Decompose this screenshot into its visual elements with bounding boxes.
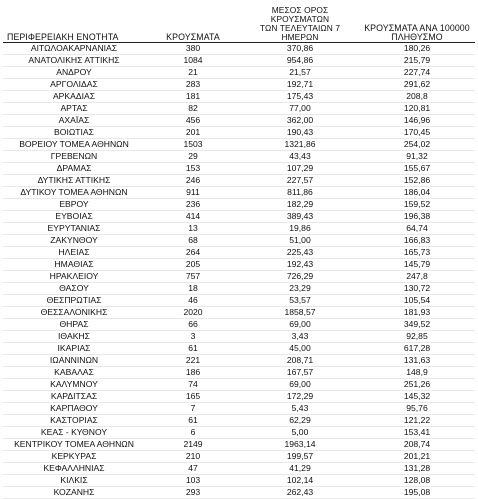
cell-per100k: 195,08 bbox=[359, 487, 475, 499]
cell-unit-name: ΘΕΣΠΡΩΤΙΑΣ bbox=[3, 295, 145, 307]
cases-table bbox=[3, 6, 475, 499]
cell-cases: 74 bbox=[145, 379, 241, 391]
table-row bbox=[3, 223, 475, 235]
cell-cases: 103 bbox=[145, 475, 241, 487]
cell-unit-name: ΑΡΚΑΔΙΑΣ bbox=[3, 91, 145, 103]
cell-unit-name: ΚΑΡΠΑΘΟΥ bbox=[3, 403, 145, 415]
cell-cases: 201 bbox=[145, 127, 241, 139]
table-row bbox=[3, 379, 475, 391]
cell-unit-name: ΚΕΦΑΛΛΗΝΙΑΣ bbox=[3, 463, 145, 475]
cell-avg: 362,00 bbox=[241, 115, 359, 127]
cell-unit-name: ΔΡΑΜΑΣ bbox=[3, 163, 145, 175]
cell-avg: 3,43 bbox=[241, 331, 359, 343]
cell-cases: 153 bbox=[145, 163, 241, 175]
cell-unit-name: ΘΗΡΑΣ bbox=[3, 319, 145, 331]
cell-per100k: 131,63 bbox=[359, 355, 475, 367]
cell-per100k: 208,74 bbox=[359, 439, 475, 451]
cell-unit-name: ΚΑΡΔΙΤΣΑΣ bbox=[3, 391, 145, 403]
cell-unit-name: ΚΙΛΚΙΣ bbox=[3, 475, 145, 487]
cell-avg: 69,00 bbox=[241, 319, 359, 331]
cell-avg: 175,43 bbox=[241, 91, 359, 103]
cell-per100k: 254,02 bbox=[359, 139, 475, 151]
table-row bbox=[3, 463, 475, 475]
cell-cases: 68 bbox=[145, 235, 241, 247]
table-row bbox=[3, 439, 475, 451]
cell-avg: 21,57 bbox=[241, 67, 359, 79]
cell-cases: 264 bbox=[145, 247, 241, 259]
cell-avg: 41,29 bbox=[241, 463, 359, 475]
cell-avg: 370,86 bbox=[241, 43, 359, 55]
cell-per100k: 349,52 bbox=[359, 319, 475, 331]
cell-per100k: 166,83 bbox=[359, 235, 475, 247]
cell-cases: 456 bbox=[145, 115, 241, 127]
cell-per100k: 170,45 bbox=[359, 127, 475, 139]
table-row bbox=[3, 55, 475, 67]
cell-avg: 192,71 bbox=[241, 79, 359, 91]
cell-unit-name: ΙΩΑΝΝΙΝΩΝ bbox=[3, 355, 145, 367]
cell-per100k: 165,73 bbox=[359, 247, 475, 259]
table-row bbox=[3, 175, 475, 187]
cell-cases: 18 bbox=[145, 283, 241, 295]
cell-unit-name: ΙΚΑΡΙΑΣ bbox=[3, 343, 145, 355]
cell-unit-name: ΑΝΑΤΟΛΙΚΗΣ ΑΤΤΙΚΗΣ bbox=[3, 55, 145, 67]
cell-per100k: 64,74 bbox=[359, 223, 475, 235]
cell-cases: 911 bbox=[145, 187, 241, 199]
cell-avg: 954,86 bbox=[241, 55, 359, 67]
header-cases-label: ΚΡΟΥΣΜΑΤΑ bbox=[166, 32, 220, 42]
table-row bbox=[3, 367, 475, 379]
table-row bbox=[3, 319, 475, 331]
cell-per100k: 91,32 bbox=[359, 151, 475, 163]
cell-cases: 205 bbox=[145, 259, 241, 271]
cell-avg: 51,00 bbox=[241, 235, 359, 247]
cell-avg: 62,29 bbox=[241, 415, 359, 427]
cell-avg: 182,29 bbox=[241, 199, 359, 211]
cell-unit-name: ΕΥΒΟΙΑΣ bbox=[3, 211, 145, 223]
cell-per100k: 247,8 bbox=[359, 271, 475, 283]
table-row bbox=[3, 283, 475, 295]
table-row bbox=[3, 427, 475, 439]
cell-unit-name: ΙΘΑΚΗΣ bbox=[3, 331, 145, 343]
table-row bbox=[3, 199, 475, 211]
header-per100k-line2: ΠΛΗΘΥΣΜΟ bbox=[391, 32, 443, 42]
table-row bbox=[3, 451, 475, 463]
cell-avg: 107,29 bbox=[241, 163, 359, 175]
header-per100k bbox=[359, 6, 475, 43]
table-header bbox=[3, 6, 475, 43]
table-row bbox=[3, 307, 475, 319]
cell-unit-name: ΑΝΔΡΟΥ bbox=[3, 67, 145, 79]
cell-cases: 293 bbox=[145, 487, 241, 499]
cell-avg: 389,43 bbox=[241, 211, 359, 223]
cell-avg: 23,29 bbox=[241, 283, 359, 295]
table-body bbox=[3, 43, 475, 499]
cell-avg: 102,14 bbox=[241, 475, 359, 487]
cell-unit-name: ΚΑΒΑΛΑΣ bbox=[3, 367, 145, 379]
cell-cases: 380 bbox=[145, 43, 241, 55]
cell-avg: 811,86 bbox=[241, 187, 359, 199]
table-row bbox=[3, 163, 475, 175]
cell-per100k: 617,28 bbox=[359, 343, 475, 355]
table-row bbox=[3, 487, 475, 499]
cell-per100k: 186,04 bbox=[359, 187, 475, 199]
cell-unit-name: ΑΡΓΟΛΙΔΑΣ bbox=[3, 79, 145, 91]
cell-per100k: 215,79 bbox=[359, 55, 475, 67]
table-row bbox=[3, 43, 475, 55]
cell-cases: 186 bbox=[145, 367, 241, 379]
cell-per100k: 120,81 bbox=[359, 103, 475, 115]
table-row bbox=[3, 127, 475, 139]
cell-avg: 43,43 bbox=[241, 151, 359, 163]
cell-per100k: 291,62 bbox=[359, 79, 475, 91]
cell-avg: 225,43 bbox=[241, 247, 359, 259]
table-row bbox=[3, 211, 475, 223]
cell-avg: 172,29 bbox=[241, 391, 359, 403]
cell-cases: 414 bbox=[145, 211, 241, 223]
cell-unit-name: ΚΕΡΚΥΡΑΣ bbox=[3, 451, 145, 463]
cell-per100k: 196,38 bbox=[359, 211, 475, 223]
cell-unit-name: ΕΥΡΥΤΑΝΙΑΣ bbox=[3, 223, 145, 235]
cell-avg: 77,00 bbox=[241, 103, 359, 115]
cell-cases: 246 bbox=[145, 175, 241, 187]
cell-cases: 1084 bbox=[145, 55, 241, 67]
table-row bbox=[3, 235, 475, 247]
cell-unit-name: ΚΕΑΣ - ΚΥΘΝΟΥ bbox=[3, 427, 145, 439]
cell-unit-name: ΒΟΙΩΤΙΑΣ bbox=[3, 127, 145, 139]
table-row bbox=[3, 415, 475, 427]
header-row bbox=[3, 6, 475, 43]
cell-per100k: 130,72 bbox=[359, 283, 475, 295]
table-row bbox=[3, 103, 475, 115]
table-row bbox=[3, 91, 475, 103]
table-row bbox=[3, 343, 475, 355]
cell-per100k: 105,54 bbox=[359, 295, 475, 307]
table-row bbox=[3, 355, 475, 367]
cell-per100k: 121,22 bbox=[359, 415, 475, 427]
cell-per100k: 153,41 bbox=[359, 427, 475, 439]
cell-avg: 45,00 bbox=[241, 343, 359, 355]
cell-avg: 5,43 bbox=[241, 403, 359, 415]
cell-unit-name: ΚΑΛΥΜΝΟΥ bbox=[3, 379, 145, 391]
cell-unit-name: ΚΑΣΤΟΡΙΑΣ bbox=[3, 415, 145, 427]
cell-per100k: 227,74 bbox=[359, 67, 475, 79]
cell-per100k: 128,08 bbox=[359, 475, 475, 487]
table-row bbox=[3, 247, 475, 259]
cell-avg: 1321,86 bbox=[241, 139, 359, 151]
cell-per100k: 146,96 bbox=[359, 115, 475, 127]
cell-avg: 208,71 bbox=[241, 355, 359, 367]
header-per100k-line1: ΚΡΟΥΣΜΑΤΑ ΑΝΑ 100000 bbox=[364, 23, 470, 33]
cell-avg: 199,57 bbox=[241, 451, 359, 463]
cell-avg: 69,00 bbox=[241, 379, 359, 391]
cell-unit-name: ΔΥΤΙΚΗΣ ΑΤΤΙΚΗΣ bbox=[3, 175, 145, 187]
cell-cases: 236 bbox=[145, 199, 241, 211]
table-row bbox=[3, 115, 475, 127]
cell-cases: 757 bbox=[145, 271, 241, 283]
cell-avg: 167,57 bbox=[241, 367, 359, 379]
table-row bbox=[3, 259, 475, 271]
table-row bbox=[3, 403, 475, 415]
header-unit bbox=[3, 6, 145, 43]
cell-cases: 283 bbox=[145, 79, 241, 91]
cell-cases: 21 bbox=[145, 67, 241, 79]
table-row bbox=[3, 295, 475, 307]
cell-avg: 227,57 bbox=[241, 175, 359, 187]
cell-avg: 1963,14 bbox=[241, 439, 359, 451]
cell-cases: 47 bbox=[145, 463, 241, 475]
cell-unit-name: ΚΟΖΑΝΗΣ bbox=[3, 487, 145, 499]
cell-per100k: 180,26 bbox=[359, 43, 475, 55]
cell-cases: 210 bbox=[145, 451, 241, 463]
cell-per100k: 131,28 bbox=[359, 463, 475, 475]
table-row bbox=[3, 391, 475, 403]
table-row bbox=[3, 331, 475, 343]
header-avg-line2: ΤΩΝ ΤΕΛΕΥΤΑΙΩΝ 7 ΗΜΕΡΩΝ bbox=[259, 23, 341, 42]
table-row bbox=[3, 271, 475, 283]
header-cases bbox=[145, 6, 241, 43]
table-row bbox=[3, 139, 475, 151]
cell-per100k: 181,93 bbox=[359, 307, 475, 319]
cell-cases: 2149 bbox=[145, 439, 241, 451]
table-row bbox=[3, 475, 475, 487]
header-avg bbox=[241, 6, 359, 43]
cell-unit-name: ΑΡΤΑΣ bbox=[3, 103, 145, 115]
cell-cases: 13 bbox=[145, 223, 241, 235]
cell-cases: 61 bbox=[145, 415, 241, 427]
cell-cases: 221 bbox=[145, 355, 241, 367]
cell-per100k: 145,32 bbox=[359, 391, 475, 403]
cell-cases: 7 bbox=[145, 403, 241, 415]
cell-unit-name: ΗΜΑΘΙΑΣ bbox=[3, 259, 145, 271]
cell-unit-name: ΑΧΑΪΑΣ bbox=[3, 115, 145, 127]
cell-unit-name: ΘΑΣΟΥ bbox=[3, 283, 145, 295]
cell-unit-name: ΕΒΡΟΥ bbox=[3, 199, 145, 211]
cell-unit-name: ΗΛΕΙΑΣ bbox=[3, 247, 145, 259]
cell-per100k: 201,21 bbox=[359, 451, 475, 463]
header-avg-line1: ΜΕΣΟΣ ΟΡΟΣ ΚΡΟΥΣΜΑΤΩΝ bbox=[270, 5, 330, 24]
cell-cases: 66 bbox=[145, 319, 241, 331]
cell-avg: 5,00 bbox=[241, 427, 359, 439]
cell-avg: 726,29 bbox=[241, 271, 359, 283]
cell-unit-name: ΖΑΚΥΝΘΟΥ bbox=[3, 235, 145, 247]
cell-unit-name: ΔΥΤΙΚΟΥ ΤΟΜΕΑ ΑΘΗΝΩΝ bbox=[3, 187, 145, 199]
cell-cases: 61 bbox=[145, 343, 241, 355]
header-unit-label: ΠΕΡΙΦΕΡΕΙΑΚΗ ΕΝΟΤΗΤΑ bbox=[7, 32, 119, 42]
cell-unit-name: ΓΡΕΒΕΝΩΝ bbox=[3, 151, 145, 163]
cell-per100k: 148,9 bbox=[359, 367, 475, 379]
cell-avg: 190,43 bbox=[241, 127, 359, 139]
cell-avg: 53,57 bbox=[241, 295, 359, 307]
cell-avg: 262,43 bbox=[241, 487, 359, 499]
cell-per100k: 152,86 bbox=[359, 175, 475, 187]
table-row bbox=[3, 151, 475, 163]
cell-unit-name: ΒΟΡΕΙΟΥ ΤΟΜΕΑ ΑΘΗΝΩΝ bbox=[3, 139, 145, 151]
cell-per100k: 145,79 bbox=[359, 259, 475, 271]
cell-cases: 2020 bbox=[145, 307, 241, 319]
cell-cases: 181 bbox=[145, 91, 241, 103]
cell-cases: 3 bbox=[145, 331, 241, 343]
cell-unit-name: ΗΡΑΚΛΕΙΟΥ bbox=[3, 271, 145, 283]
table-row bbox=[3, 79, 475, 91]
cell-unit-name: ΑΙΤΩΛΟΑΚΑΡΝΑΝΙΑΣ bbox=[3, 43, 145, 55]
cell-unit-name: ΚΕΝΤΡΙΚΟΥ ΤΟΜΕΑ ΑΘΗΝΩΝ bbox=[3, 439, 145, 451]
cell-unit-name: ΘΕΣΣΑΛΟΝΙΚΗΣ bbox=[3, 307, 145, 319]
cell-avg: 1858,57 bbox=[241, 307, 359, 319]
cell-avg: 19,86 bbox=[241, 223, 359, 235]
table-row bbox=[3, 67, 475, 79]
cell-avg: 192,43 bbox=[241, 259, 359, 271]
cell-per100k: 251,26 bbox=[359, 379, 475, 391]
table-row bbox=[3, 187, 475, 199]
cell-per100k: 208,8 bbox=[359, 91, 475, 103]
cell-cases: 46 bbox=[145, 295, 241, 307]
cell-per100k: 155,67 bbox=[359, 163, 475, 175]
cell-per100k: 159,52 bbox=[359, 199, 475, 211]
cell-cases: 82 bbox=[145, 103, 241, 115]
cell-cases: 29 bbox=[145, 151, 241, 163]
cell-per100k: 95,76 bbox=[359, 403, 475, 415]
cell-cases: 6 bbox=[145, 427, 241, 439]
cell-per100k: 92,85 bbox=[359, 331, 475, 343]
cell-cases: 165 bbox=[145, 391, 241, 403]
cell-cases: 1503 bbox=[145, 139, 241, 151]
